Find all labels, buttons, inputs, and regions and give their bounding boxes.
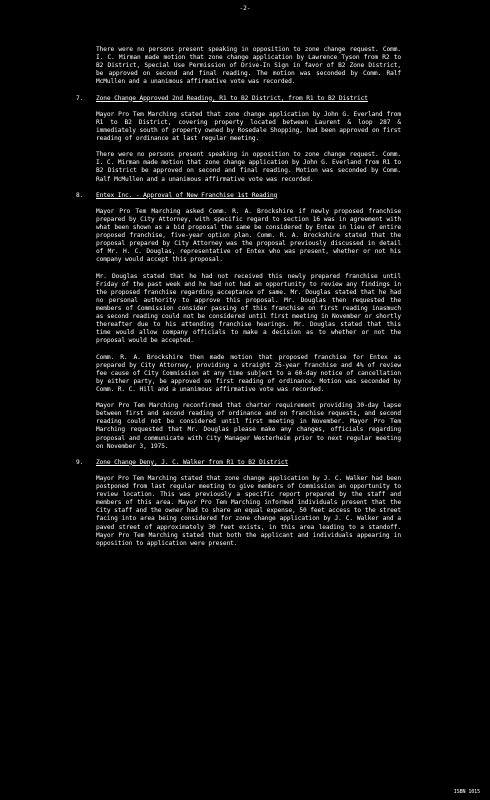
agenda-item-title: Zone Change Approved 2nd Reading, R1 to B2 District, from R1 to B2 District	[96, 94, 368, 102]
paragraph: Mayor Pro Tem Marching asked Comm. R. A. Brockshire if newly proposed franchise prepared by City Attorney, with specific regard to section 16 was in agreement with what been shown as a bid proposal the same be considered by Entex in lieu of entire proposed franchise, five-year option plan. Comm. R. A. Brockshire stated that the proposal prepared by City Attorney was the proposal previously discussed in detail of Mr. H. C. Douglas, representative of Entex who was present, whether or not his company would accept this proposal.	[96, 207, 401, 264]
page-number: -2-	[239, 5, 251, 12]
paragraph: Mayor Pro Tem Marching reconfirmed that charter requirement providing 30-day lapse between first and second reading of ordinance and on franchise requests, and second reading could not be considered until first meeting in November. Mayor Pro Tem Marching requested that Mr. Douglas please make any changes, officials regarding proposal and communicate with City Manager Westerheim prior to next regular meeting on November 3, 1975.	[96, 402, 401, 450]
paragraph: Mayor Pro Tem Marching stated that zone change application by John G. Everland from R1 to B2 District, covering property located between Laurent & loop 287 & immediately south of property owned by Rosedale Shopping, had been approved on first reading of ordinance at last regular meeting.	[96, 110, 401, 143]
agenda-item-heading	[76, 458, 401, 467]
corner-mark: ISBN 1015	[453, 788, 480, 795]
agenda-item-title: Zone Change Deny, J. C. Walker from R1 to B2 District	[96, 458, 289, 466]
agenda-item-heading	[76, 94, 401, 103]
agenda-item-number: 9.	[76, 458, 84, 466]
agenda-item-title: Entex Inc. - Approval of New Franchise 1st Reading	[96, 191, 278, 199]
paragraph: Mayor Pro Tem Marching stated that zone change application by J. C. Walker had been postponed from last regular meeting to give members of Commission an opportunity to review location. This was previously a specific report prepared by the staff and members of this area. Mayor Pro Tem Marching informed individuals present that the City staff and the owner had to share an equal expense, 50 feet access to the street facing into area being considered for zone change application by J. C. Walker and a paved street of approximately 30 feet exists, in this area leading to a standoff. Mayor Pro Tem Marching stated that both the applicant and individuals appearing in opposition to application were present.	[96, 474, 401, 547]
minutes-body	[76, 46, 401, 556]
agenda-item-number: 7.	[76, 94, 84, 102]
paragraph: Mr. Douglas stated that he had not received this newly prepared franchise until Friday of the past week and he had not had an opportunity to review any findings in the proposed franchise regarding acceptance of same. Mr. Douglas stated that he had no personal authority to approve this proposal. Mr. Douglas then requested the members of Commission consider passing of this franchise on first reading inasmuch as second reading could not be considered until first meeting in November or shortly thereafter due to his attending franchise hearings. Mr. Douglas stated that this time would allow company officials to make a decision as to whether or not the proposal would be accepted.	[96, 272, 401, 345]
paragraph: There were no persons present speaking in opposition to zone change request. Comm. I. C. Mirman made motion that zone change application by Lawrence Tyson from R2 to B2 District, Special Use Permission of Drive-In Sign in favor of B2 Zone District, be approved on second and final reading. The motion was seconded by Comm. Ralf McMullen and a unanimous affirmative vote was recorded.	[96, 46, 401, 86]
agenda-item-number: 8.	[76, 191, 84, 199]
agenda-item-heading	[76, 191, 401, 200]
paragraph: There were no persons present speaking in opposition to zone change request. Comm. I. C. Mirman made motion that zone change application by John G. Everland from R1 to B2 District be approved on second and final reading. Motion was seconded by Comm. Ralf McMullen and a unanimous affirmative vote was recorded.	[96, 151, 401, 183]
paragraph: Comm. R. A. Brockshire then made motion that proposed franchise for Entex as prepared by City Attorney, providing a straight 25-year franchise and 4% of review fee cause of City Commission at any time subject to a 60-day notice of cancellation by either party, be approved on first reading of ordinance. Motion was seconded by Comm. R. C. Hill and a unanimous affirmative vote was recorded.	[96, 353, 401, 393]
